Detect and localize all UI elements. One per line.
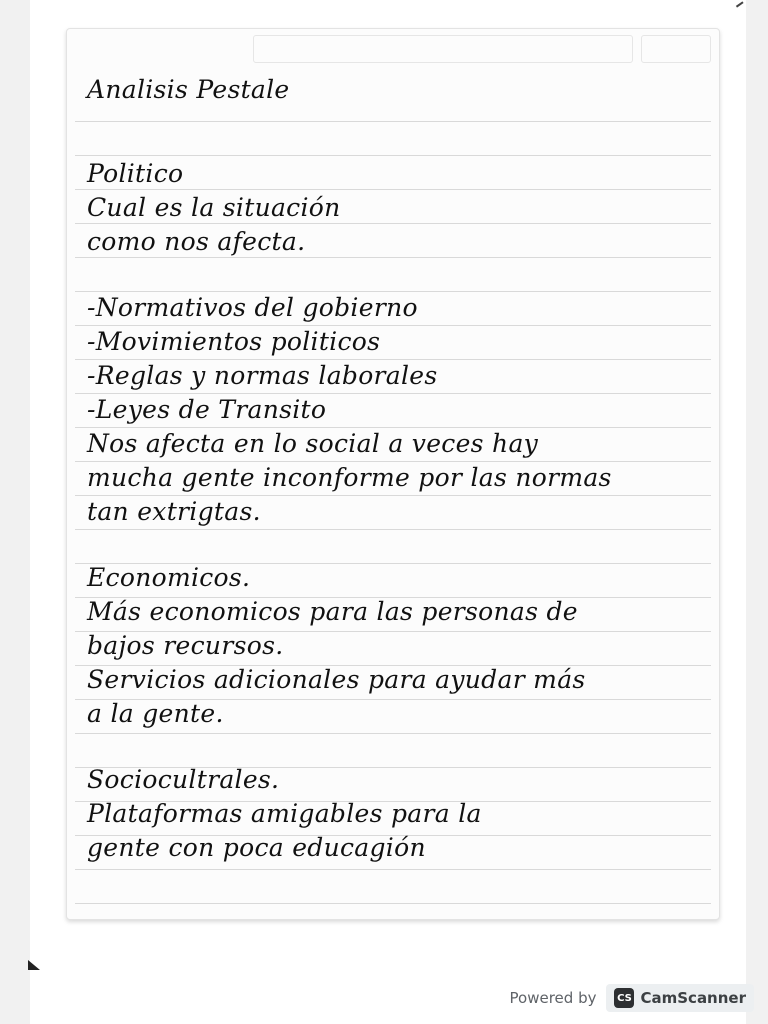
- date-field: [641, 35, 711, 63]
- note-heading-socioculturales: Sociocultrales.: [87, 765, 280, 794]
- ruled-line: [75, 495, 711, 496]
- note-line: tan extrigtas.: [87, 497, 261, 526]
- ruled-line: [75, 155, 711, 156]
- scan-corner-mark: [28, 960, 40, 970]
- ruled-line: [75, 291, 711, 292]
- camscanner-badge: [606, 984, 754, 1012]
- ruled-line: [75, 427, 711, 428]
- ruled-line: [75, 733, 711, 734]
- ruled-line: [75, 869, 711, 870]
- scanned-page: [30, 0, 746, 1024]
- note-line: a la gente.: [87, 699, 224, 728]
- note-bullet: -Normativos del gobierno: [87, 293, 418, 322]
- note-bullet: -Leyes de Transito: [87, 395, 327, 424]
- camscanner-brand: CamScanner: [640, 989, 746, 1007]
- note-line: Servicios adicionales para ayudar más: [87, 665, 586, 694]
- ruled-line: [75, 189, 711, 190]
- note-line: como nos afecta.: [87, 227, 306, 256]
- ruled-line: [75, 529, 711, 530]
- ruled-line: [75, 223, 711, 224]
- powered-by-text: Powered by: [509, 989, 597, 1007]
- note-bullet: -Movimientos politicos: [87, 327, 381, 356]
- note-line: bajos recursos.: [87, 631, 284, 660]
- note-heading-economicos: Economicos.: [87, 563, 251, 592]
- notebook-sheet: [66, 28, 720, 920]
- note-line: mucha gente inconforme por las normas: [87, 463, 612, 492]
- camscanner-logo-icon: CS: [614, 988, 634, 1008]
- note-title: Analisis Pestale: [87, 75, 290, 104]
- header-field: [253, 35, 633, 63]
- camscanner-watermark: [510, 980, 754, 1016]
- note-line: Cual es la situación: [87, 193, 341, 222]
- note-bullet: -Reglas y normas laborales: [87, 361, 438, 390]
- note-line: Plataformas amigables para la: [87, 799, 482, 828]
- ruled-line: [75, 121, 711, 122]
- ruled-line: [75, 359, 711, 360]
- ruled-line: [75, 257, 711, 258]
- note-heading-politico: Politico: [87, 159, 184, 188]
- ruled-line: [75, 903, 711, 904]
- ruled-line: [75, 393, 711, 394]
- ruled-line: [75, 325, 711, 326]
- note-line: Nos afecta en lo social a veces hay: [87, 429, 539, 458]
- ruled-line: [75, 461, 711, 462]
- note-line: Más economicos para las personas de: [87, 597, 578, 626]
- note-line: gente con poca educagión: [87, 833, 426, 862]
